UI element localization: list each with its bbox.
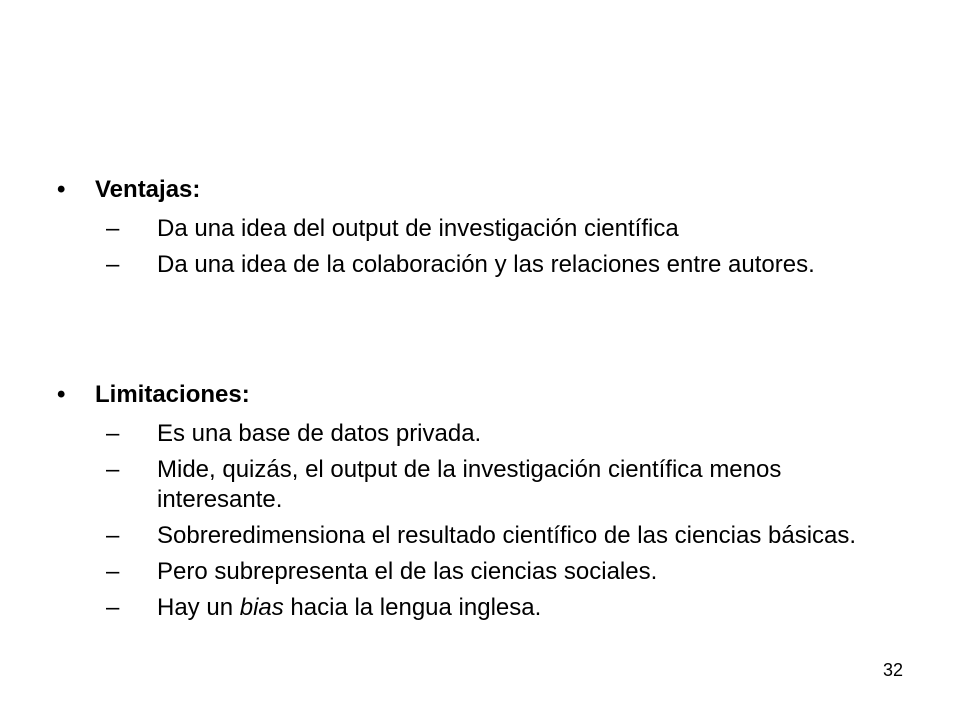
list-item-text-post: hacia la lengua inglesa. bbox=[283, 594, 542, 621]
list-item-text: Es una base de datos privada. bbox=[157, 420, 482, 447]
list-item bbox=[57, 521, 917, 551]
advantages-section bbox=[57, 172, 917, 280]
list-item bbox=[57, 455, 917, 515]
dash-icon: – bbox=[106, 594, 120, 621]
list-item bbox=[57, 419, 917, 449]
list-item bbox=[57, 250, 917, 280]
list-item-text: Sobreredimensiona el resultado científico de las ciencias básicas. bbox=[157, 522, 857, 549]
limitations-section bbox=[57, 377, 917, 623]
limitations-heading-row bbox=[57, 377, 917, 413]
advantages-list bbox=[57, 214, 917, 280]
list-item-text: Pero subrepresenta el de las ciencias sociales. bbox=[157, 558, 658, 585]
bullet-icon: • bbox=[57, 176, 66, 203]
list-item-text-pre: Hay un bbox=[157, 594, 240, 621]
list-item-text: Da una idea del output de investigación científica bbox=[157, 215, 679, 242]
limitations-heading: Limitaciones: bbox=[95, 381, 250, 408]
dash-icon: – bbox=[106, 522, 120, 549]
list-item-text: Da una idea de la colaboración y las relaciones entre autores. bbox=[157, 251, 815, 278]
list-item bbox=[57, 593, 917, 623]
limitations-list bbox=[57, 419, 917, 623]
list-item-text-emphasis: bias bbox=[239, 594, 284, 621]
dash-icon: – bbox=[106, 456, 120, 483]
list-item bbox=[57, 214, 917, 244]
dash-icon: – bbox=[106, 251, 120, 278]
dash-icon: – bbox=[106, 215, 120, 242]
bullet-icon: • bbox=[57, 381, 66, 408]
advantages-heading-row bbox=[57, 172, 917, 208]
dash-icon: – bbox=[106, 420, 120, 447]
list-item-text: Mide, quizás, el output de la investigación científica menos interesante. bbox=[157, 456, 782, 513]
advantages-heading: Ventajas: bbox=[95, 176, 201, 203]
dash-icon: – bbox=[106, 558, 120, 585]
list-item-text bbox=[157, 593, 877, 623]
list-item bbox=[57, 557, 917, 587]
page-number: 32 bbox=[882, 660, 903, 680]
